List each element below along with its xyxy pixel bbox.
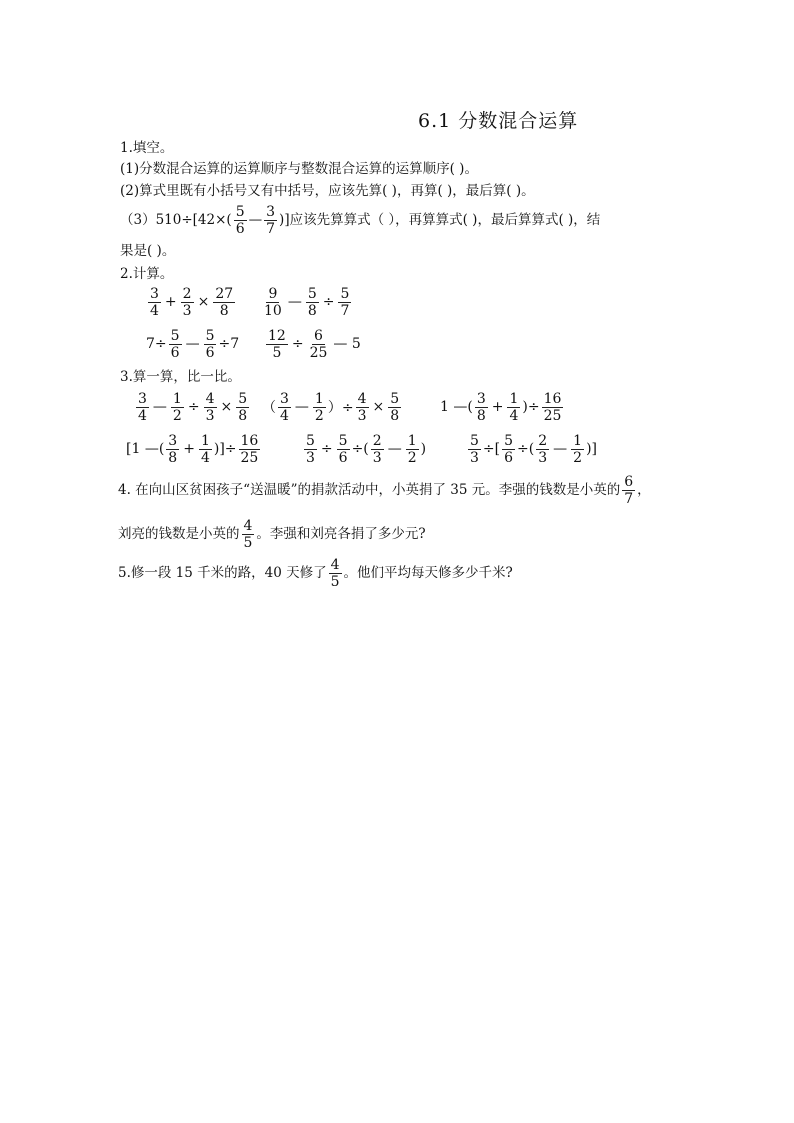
q1-line3-suffix: )]应该先算算式（ ），再算算式( )，最后算算式( )，结 [279,212,601,228]
q1-header: 1.填空。 [120,140,174,156]
fraction: 3 7 [266,203,276,237]
q3-expr-3: 1 —( 3 8 + $\frac{1}{4}$ )÷ $\frac{16}{25}$ [440,390,562,424]
q3-expr-2: （ 3 4 — 1 2 ）÷ $\frac{4}{3}$ × $\frac{5}{8}$ [262,390,400,424]
q2-header: 2.计算。 [120,266,174,282]
q4-line2: 刘亮的钱数是小英的 4 5 。李强和刘亮各捐了多少元? [118,517,426,551]
q2-expr-3: 7÷ $\frac{5}{6}$ — $\frac{5}{6}$ ÷7 [146,327,240,361]
q2-expr-2: 9 10 — $\frac{5}{8}$ ÷ $\frac{5}{7}$ [264,285,350,319]
minus-sign: — [248,212,263,228]
page-title: 6.1 分数混合运算 [418,110,579,132]
q1-line3 [120,200,600,240]
q2-expr-4: $\frac{12}{5}$ ÷ $\frac{6}{25}$ — 5 [268,327,361,361]
q3-expr-1: 3 4 — $\frac{1}{2}$ ÷ $\frac{4}{3}$ × $\frac{5}{8}$ [138,390,248,424]
q3-header: 3.算一算，比一比。 [120,369,241,385]
q1-line3-prefix: （3）510÷[42×( [120,212,232,228]
q1-line2: (2)算式里既有小括号又有中括号，应该先算( )，再算( )，最后算( )。 [120,183,535,199]
q5-line: 5.修一段 15 千米的路，40 天修了 4 5 。他们平均每天修多少千米? [118,556,513,590]
q4-line1: 4. 在向山区贫困孩子“送温暖”的捐款活动中，小英捐了 35 元。李强的钱数是小英的 6 7 ， [118,473,651,507]
q3-expr-4: [1 —( 3 8 + $\frac{1}{4}$ )]÷ $\frac{16}{25}$ [126,432,259,466]
fraction: 5 6 [235,203,245,237]
q1-line4: 果是( )。 [120,243,176,259]
q2-expr-1: 3 4 + $\frac{2}{3}$ × $\frac{27}{8}$ [150,285,234,319]
q3-expr-6: $\frac{5}{3}$ ÷[ $\frac{5}{6}$ ÷( 2 3 — 1 2 )] [470,432,598,466]
q3-expr-5: $\frac{5}{3}$ ÷ $\frac{5}{6}$ ÷( 2 3 — 1 2 ) [306,432,427,466]
q1-line1: (1)分数混合运算的运算顺序与整数混合运算的运算顺序( )。 [120,161,478,177]
